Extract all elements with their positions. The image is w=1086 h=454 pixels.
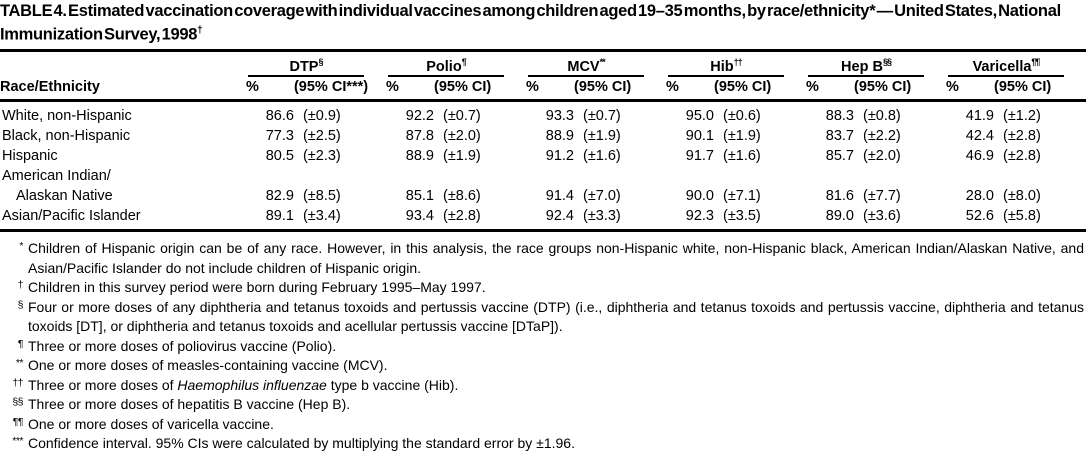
column-group-label: MCV (567, 58, 600, 75)
footnote-item (0, 298, 1086, 337)
footnote-text: Children of Hispanic origin can be of any race. However, in this analysis, the race groups non-Hispanic white, non-Hispanic black, American Indian/Alaskan Native, and Asian/Pacific Islander do not include children of Hispanic origin. (28, 240, 1084, 276)
pct-cell: 28.0 (965, 188, 994, 205)
pct-cell: 91.7 (685, 148, 714, 165)
ci-cell: (±2.8) (1003, 148, 1041, 165)
footnote-ref-icon: §§ (882, 56, 891, 67)
ci-cell: (±2.3) (302, 148, 341, 165)
footnote-marker: †† (12, 376, 23, 389)
footnote-marker: §§ (12, 396, 23, 409)
race-ethnicity-column-header: Race/Ethnicity (0, 77, 246, 101)
pct-cell: 86.6 (265, 108, 294, 125)
table-row (0, 206, 1086, 231)
ci-cell: (±1.9) (722, 128, 761, 145)
ci-column-header: (95% CI) (434, 77, 526, 101)
pct-column-header: % (946, 77, 994, 101)
pct-cell: 82.9 (265, 188, 294, 205)
footnote-text-post: type b vaccine (Hib). (326, 376, 459, 393)
ci-cell: (±2.2) (862, 128, 901, 145)
footnote-text (28, 376, 1086, 396)
ci-cell: (±1.6) (582, 148, 621, 165)
ci-cell: (±5.8) (1003, 208, 1041, 225)
footnote-text: Four or more doses of any diphtheria and tetanus toxoids and pertussis vaccine (DTP) (i.e., diphtheria and tetanus toxoids and pertussis vaccine, diphtheria and tetanus toxoids [DT], or diphtheria and tetanus toxoids and acellular pertussis vaccine [DTaP]). (28, 298, 1084, 335)
footnote-marker: ** (15, 357, 23, 370)
empty-cells (246, 166, 1086, 186)
pct-cell: 90.0 (685, 188, 714, 205)
pct-cell: 83.7 (825, 128, 854, 145)
pct-column-header: % (666, 77, 714, 101)
ci-cell: (±8.0) (1003, 188, 1041, 205)
table-row (0, 186, 1086, 206)
ci-cell: (±7.0) (582, 188, 621, 205)
ci-cell: (±0.8) (862, 108, 901, 125)
column-group-header-row (0, 50, 1086, 77)
footnote-text: Children in this survey period were born during February 1995–May 1997. (28, 279, 486, 296)
column-group-hib (666, 50, 806, 77)
pct-cell: 85.7 (825, 148, 854, 165)
pct-cell: 92.3 (685, 208, 714, 225)
ci-cell: (±3.3) (582, 208, 621, 225)
pct-cell: 92.4 (545, 208, 574, 225)
ci-column-header: (95% CI***) (294, 77, 386, 101)
race-column-spacer (0, 50, 246, 77)
ci-cell: (±3.6) (862, 208, 901, 225)
column-group-hepb (806, 50, 946, 77)
pct-cell: 89.0 (825, 208, 854, 225)
table-row (0, 166, 1086, 186)
ci-cell: (±1.6) (722, 148, 761, 165)
title-text: TABLE 4. Estimated vaccination coverage with individual vaccines among children aged 19–35 months, by race/ethnicity* — United States, National Immunization Survey, 1998 (0, 2, 1061, 44)
ci-column-header: (95% CI) (574, 77, 666, 101)
row-label: Hispanic (2, 148, 58, 165)
footnote-text-pre: Three or more doses of (28, 376, 178, 393)
column-group-label: Hep B (841, 58, 883, 75)
ci-cell: (±8.5) (302, 188, 341, 205)
ci-cell: (±2.0) (862, 148, 901, 165)
ci-column-header: (95% CI) (714, 77, 806, 101)
ci-cell: (±2.0) (442, 128, 481, 145)
footnote-marker: ¶ (17, 337, 23, 350)
pct-column-header: % (526, 77, 574, 101)
ci-cell: (±0.9) (302, 108, 341, 125)
pct-column-header: % (246, 77, 294, 101)
ci-cell: (±2.5) (302, 128, 341, 145)
ci-cell: (±2.8) (1003, 128, 1041, 145)
pct-cell: 93.3 (545, 108, 574, 125)
table-row (0, 126, 1086, 146)
column-group-dtp (246, 50, 386, 77)
footnote-text: Three or more doses of poliovirus vaccine (Polio). (28, 337, 337, 354)
pct-cell: 88.9 (545, 128, 574, 145)
column-group-label: Polio (426, 58, 462, 75)
footnote-text: Confidence interval. 95% CIs were calculated by multiplying the standard error by ±1.96. (28, 435, 575, 452)
footnote-item (0, 395, 1086, 415)
footnote-marker: † (17, 279, 23, 292)
footnote-ref-icon: ¶ (461, 56, 466, 67)
column-group-polio (386, 50, 526, 77)
row-label: Asian/Pacific Islander (2, 208, 141, 225)
footnote-ref-icon: § (318, 56, 323, 67)
pct-cell: 46.9 (965, 148, 994, 165)
column-group-label: Varicella (972, 58, 1032, 75)
ci-cell: (±8.6) (442, 188, 481, 205)
ci-column-header: (95% CI) (994, 77, 1086, 101)
footnote-ref-icon: ¶¶ (1031, 56, 1040, 67)
column-group-label: DTP (289, 58, 319, 75)
pct-cell: 91.4 (545, 188, 574, 205)
italic-species-name: Haemophilus influenzae (177, 376, 327, 393)
pct-cell: 89.1 (265, 208, 294, 225)
row-label: Black, non-Hispanic (2, 128, 131, 145)
pct-cell: 88.9 (405, 148, 434, 165)
footnote-marker: * (19, 240, 23, 253)
column-group-label: Hib (710, 58, 734, 75)
row-label: Alaskan Native (16, 188, 113, 205)
pct-cell: 88.3 (825, 108, 854, 125)
pct-cell: 90.1 (685, 128, 714, 145)
ci-cell: (±1.2) (1003, 108, 1041, 125)
footnote-marker: ¶¶ (12, 415, 23, 428)
pct-cell: 95.0 (685, 108, 714, 125)
ci-cell: (±7.7) (862, 188, 901, 205)
pct-cell: 77.3 (265, 128, 294, 145)
column-group-varicella (946, 50, 1086, 77)
footnote-ref-icon: †† (733, 56, 742, 67)
ci-cell: (±0.7) (442, 108, 481, 125)
pct-cell: 87.8 (405, 128, 434, 145)
footnote-item (0, 356, 1086, 376)
footnote-ref-icon: ** (599, 56, 605, 67)
pct-cell: 41.9 (965, 108, 994, 125)
pct-column-header: % (806, 77, 854, 101)
ci-cell: (±3.5) (722, 208, 761, 225)
sub-header-row (0, 77, 1086, 101)
table-row (0, 146, 1086, 166)
pct-cell: 52.6 (965, 208, 994, 225)
ci-cell: (±1.9) (582, 128, 621, 145)
footnote-item (0, 278, 1086, 298)
pct-cell: 91.2 (545, 148, 574, 165)
page-title (0, 2, 1086, 45)
ci-cell: (±7.1) (722, 188, 761, 205)
pct-cell: 85.1 (405, 188, 434, 205)
row-label: American Indian/ (2, 168, 111, 185)
footnote-marker: § (17, 298, 23, 311)
pct-cell: 81.6 (825, 188, 854, 205)
pct-cell: 93.4 (405, 208, 434, 225)
ci-cell: (±1.9) (442, 148, 481, 165)
ci-cell: (±3.4) (302, 208, 341, 225)
ci-cell: (±0.7) (582, 108, 621, 125)
footnotes-section (0, 239, 1086, 454)
footnote-item (0, 376, 1086, 396)
pct-column-header: % (386, 77, 434, 101)
footnote-text: One or more doses of varicella vaccine. (28, 415, 274, 432)
ci-cell: (±0.6) (722, 108, 761, 125)
vaccination-coverage-table (0, 49, 1086, 233)
footnote-text: Three or more doses of hepatitis B vaccine (Hep B). (28, 396, 351, 413)
footnote-item (0, 415, 1086, 435)
column-group-mcv (526, 50, 666, 77)
pct-cell: 80.5 (265, 148, 294, 165)
footnote-item (0, 337, 1086, 357)
footnote-text: One or more doses of measles-containing vaccine (MCV). (28, 357, 388, 374)
footnote-marker: *** (12, 435, 23, 448)
pct-cell: 42.4 (965, 128, 994, 145)
pct-cell: 92.2 (405, 108, 434, 125)
title-dagger-superscript: † (197, 25, 203, 36)
ci-column-header: (95% CI) (854, 77, 946, 101)
footnote-item (0, 239, 1086, 278)
row-label: White, non-Hispanic (2, 108, 132, 125)
ci-cell: (±2.8) (442, 208, 481, 225)
table-row (0, 101, 1086, 127)
